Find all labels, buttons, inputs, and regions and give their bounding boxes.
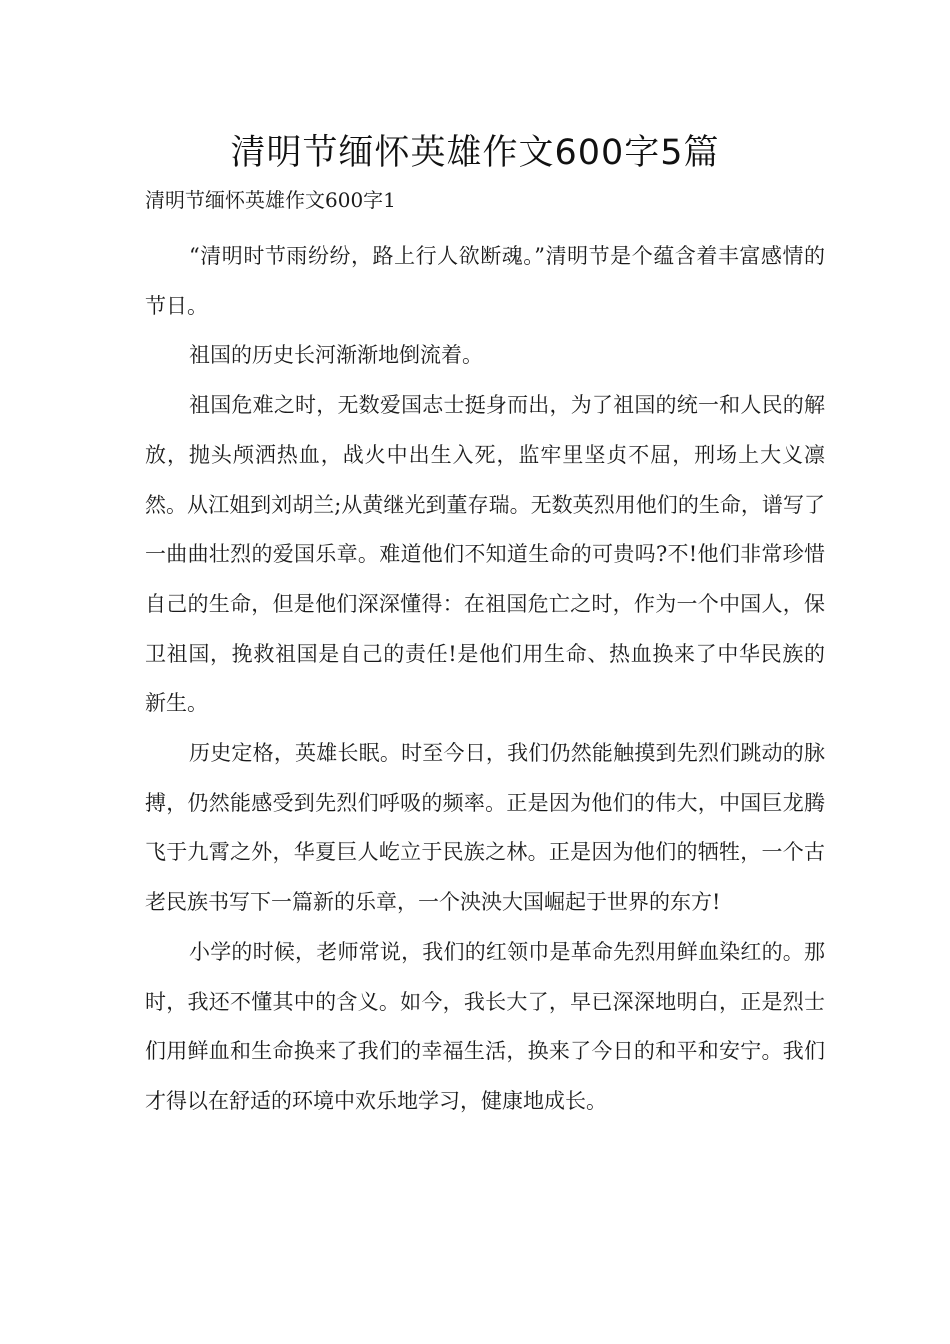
paragraph-1: “清明时节雨纷纷，路上行人欲断魂。”清明节是个蕴含着丰富感情的节日。 [145, 244, 825, 318]
document-title: 清明节缅怀英雄作文600字5篇 [230, 133, 720, 173]
article-body [145, 232, 825, 1127]
paragraph-5: 小学的时候，老师常说，我们的红领巾是革命先烈用鲜血染红的。那时，我还不懂其中的含义。如今，我长大了，早已深深地明白，正是烈士们用鲜血和生命换来了我们的幸福生活，换来了今日的和平和安宁。我们才得以在舒适的环境中欢乐地学习，健康地成长。 [145, 939, 825, 1113]
paragraph-2: 祖国的历史长河渐渐地倒流着。 [189, 343, 483, 368]
paragraph-3: 祖国危难之时，无数爱国志士挺身而出，为了祖国的统一和人民的解放，抛头颅洒热血，战火中出生入死，监牢里坚贞不屈，刑场上大义凛然。从江姐到刘胡兰;从黄继光到董存瑞。无数英烈用他们的生命，谱写了一曲曲壮烈的爱国乐章。难道他们不知道生命的可贵吗?不!他们非常珍惜自己的生命，但是他们深深懂得：在祖国危亡之时，作为一个中国人，保卫祖国，挽救祖国是自己的责任!是他们用生命、热血换来了中华民族的新生。 [145, 393, 825, 716]
section-heading: 清明节缅怀英雄作文600字1 [145, 188, 396, 212]
paragraph-4: 历史定格，英雄长眠。时至今日，我们仍然能触摸到先烈们跳动的脉搏，仍然能感受到先烈们呼吸的频率。正是因为他们的伟大，中国巨龙腾飞于九霄之外，华夏巨人屹立于民族之林。正是因为他们的牺牲，一个古老民族书写下一篇新的乐章，一个泱泱大国崛起于世界的东方! [145, 741, 825, 915]
